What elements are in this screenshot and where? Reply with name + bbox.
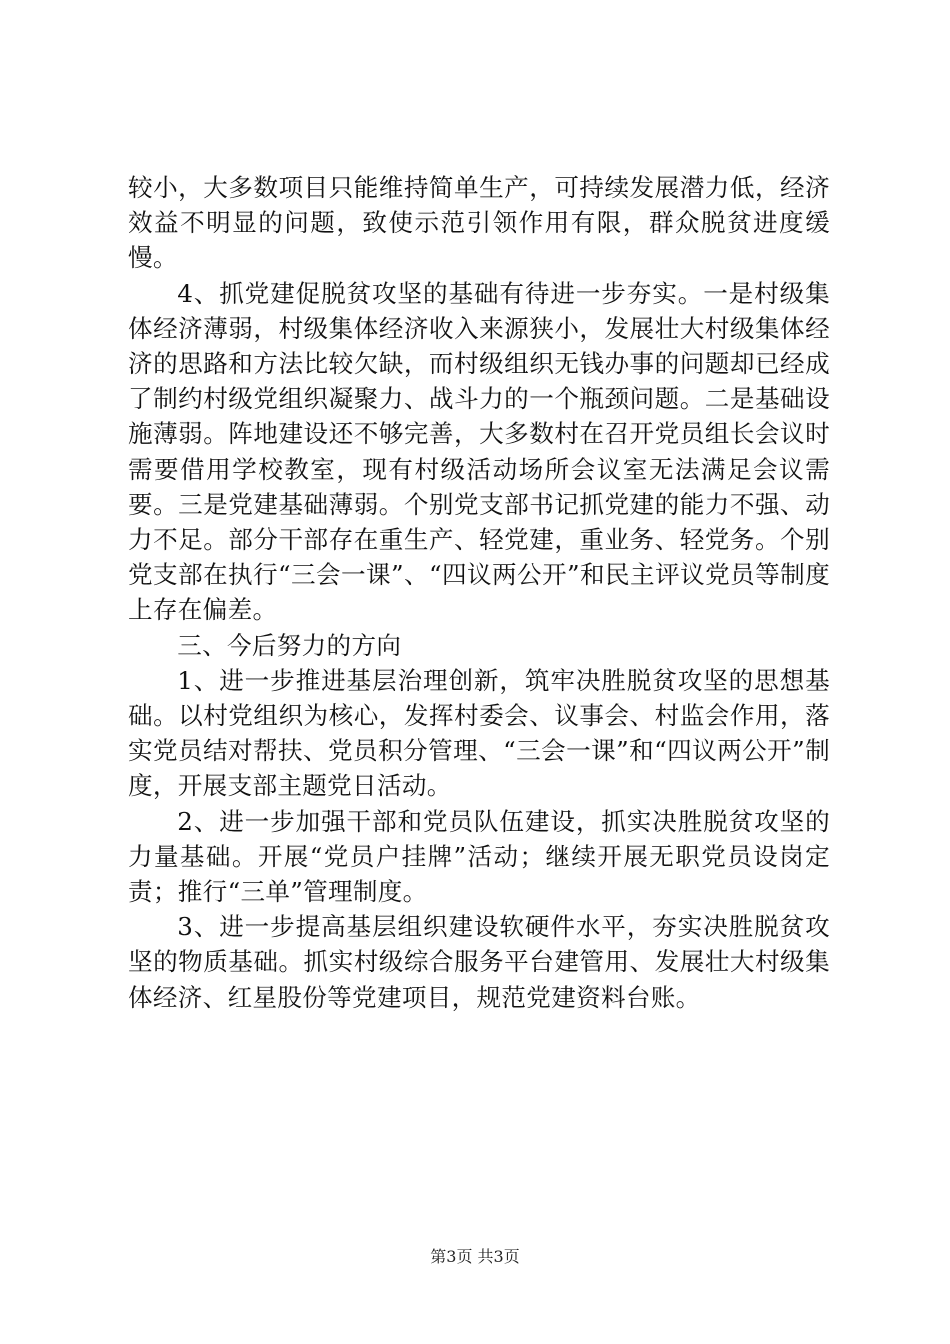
paragraph-continuation: 较小，大多数项目只能维持简单生产，可持续发展潜力低，经济效益不明显的问题，致使示范引领作用有限，群众脱贫进度缓慢。: [128, 173, 830, 273]
paragraph-direction-1: 1、进一步推进基层治理创新，筑牢决胜脱贫攻坚的思想基础。以村党组织为核心，发挥村委会、议事会、村监会作用，落实党员结对帮扶、党员积分管理、“三会一课”和“四议两公开”制度，开展支部主题党日活动。: [128, 665, 830, 801]
document-body: [128, 170, 830, 1015]
paragraph-direction-3: 3、进一步提高基层组织建设软硬件水平，夯实决胜脱贫攻坚的物质基础。抓实村级综合服务平台建管用、发展壮大村级集体经济、红星股份等党建项目，规范党建资料台账。: [128, 912, 830, 1012]
paragraph-item-4: 4、抓党建促脱贫攻坚的基础有待进一步夯实。一是村级集体经济薄弱，村级集体经济收入来源狭小，发展壮大村级集体经济的思路和方法比较欠缺，而村级组织无钱办事的问题却已经成了制约村级党组织凝聚力、战斗力的一个瓶颈问题。二是基础设施薄弱。阵地建设还不够完善，大多数村在召开党员组长会议时需要借用学校教室，现有村级活动场所会议室无法满足会议需要。三是党建基础薄弱。个别党支部书记抓党建的能力不强、动力不足。部分干部存在重生产、轻党建，重业务、轻党务。个别党支部在执行“三会一课”、“四议两公开”和民主评议党员等制度上存在偏差。: [128, 278, 830, 625]
section-heading-3: 三、今后努力的方向: [177, 630, 402, 660]
page-number-footer: 第3页 共3页: [430, 1247, 520, 1266]
paragraph-direction-2: 2、进一步加强干部和党员队伍建设，抓实决胜脱贫攻坚的力量基础。开展“党员户挂牌”活动；继续开展无职党员设岗定责；推行“三单”管理制度。: [128, 806, 830, 907]
